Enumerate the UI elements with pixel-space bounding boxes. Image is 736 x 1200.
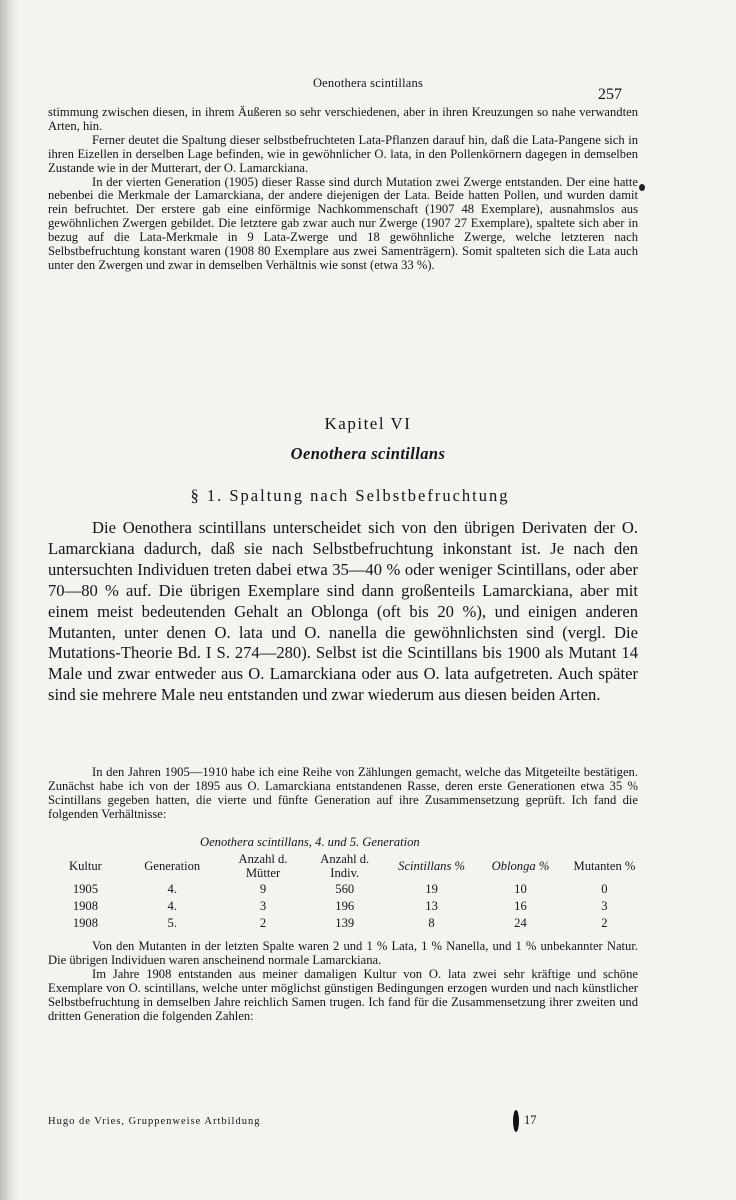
cell-oblonga: 10: [514, 881, 527, 896]
table-row: [48, 914, 646, 931]
top-paragraph-3: In der vierten Generation (1905) dieser Rasse sind durch Mutation zwei Zwerge entstanden. Der eine hatte nebenbei die Merkmale der Lamarckiana, der andere diejenigen der Lata. Beide hatten Pollen, und wurden damit rein befruchtet. Der erstere gab eine einförmige Nachkommenschaft (1907 48 Exemplare), ausnahmslos aus gewöhnlichen Zwergen gebildet. Die letztere gab zwar auch nur Zwerge (1907 27 Exemplare), spaltete sich aber in bezug auf die Lata-Merkmale in 9 Lata-Zwerge und 18 gewöhnliche Zwerge, welche letzteren nach Selbstbefruchtung konstant waren (1908 80 Exemplare aus zwei Samenträgern). Somit spalteten sich die Lata auch unter den Zwergen und zwar in demselben Verhältnis wie sonst (etwa 33 %).: [48, 174, 638, 272]
running-title: Oenothera scintillans: [312, 76, 424, 90]
col-header-individuals: Anzahl d. Indiv.: [320, 852, 370, 880]
cell-mutanten: 3: [601, 898, 608, 913]
cell-scintillans: 19: [425, 881, 438, 896]
table-row: [48, 897, 646, 914]
page-binding-edge: [0, 0, 18, 1200]
table-row: [48, 880, 646, 897]
col-header-oblonga: Oblonga %: [491, 859, 550, 873]
col-header-scintillans: Scintillans %: [398, 859, 465, 873]
chapter-title: Oenothera scintillans: [290, 444, 446, 463]
cell-scintillans: 13: [425, 898, 438, 913]
cell-mothers: 3: [259, 898, 267, 913]
section-heading: § 1. Spaltung nach Selbstbefruchtung: [190, 486, 510, 505]
cell-mutanten: 0: [601, 881, 608, 896]
cell-generation: 5.: [167, 915, 177, 930]
top-text-block: [48, 106, 638, 273]
top-paragraph-1: stimmung zwischen diesen, in ihrem Äußeren so sehr verschiedenen, aber in ihren Kreuzungen so nahe verwandten Arten, hin.: [48, 105, 638, 133]
cell-individuals: 139: [335, 915, 355, 930]
page-number: 257: [598, 86, 622, 103]
footer-author-title: Hugo de Vries, Gruppenweise Artbildung: [48, 1116, 261, 1127]
footer-signature: 17: [524, 1113, 537, 1127]
col-header-generation: Generation: [144, 859, 201, 873]
ink-speck: [639, 184, 645, 191]
cell-generation: 4.: [167, 898, 177, 913]
table-title: Oenothera scintillans, 4. und 5. Generation: [200, 835, 420, 849]
cell-individuals: 196: [335, 898, 355, 913]
intro-text-block: [48, 766, 638, 822]
bottom-paragraph-2: Im Jahre 1908 entstanden aus meiner damaligen Kultur von O. lata zwei sehr kräftige und schöne Exemplare von O. scintillans, welche unter möglichst günstigen Bedingungen erzogen wurden und nach künstlicher Selbstbefruchtung in demselben Jahre reichlich Samen trugen. Ich fand für die Zusammensetzung ihrer zweiten und dritten Generation die folgenden Zahlen:: [48, 966, 638, 1023]
cell-kultur: 1908: [72, 915, 99, 930]
chapter-number: Kapitel VI: [324, 414, 412, 433]
cell-oblonga: 24: [514, 915, 527, 930]
bottom-text-block: [48, 940, 638, 1023]
main-paragraph-2: In den Jahren 1905—1910 habe ich eine Reihe von Zählungen gemacht, welche das Mitgeteilte bestätigen. Zunächst habe ich von der 1895 aus O. Lamarckiana entstandenen Rasse, deren erste Generationen etwa 35 % Scintillans gegeben hatten, die vierte und fünfte Generation auf ihre Zusammensetzung geprüft. Ich fand die folgenden Verhältnisse:: [48, 765, 638, 821]
cell-generation: 4.: [167, 881, 177, 896]
cell-mutanten: 2: [601, 915, 608, 930]
top-paragraph-2: Ferner deutet die Spaltung dieser selbstbefruchteten Lata-Pflanzen darauf hin, daß die Lata-Pangene sich in ihren Eizellen in derselben Lage befinden, wie in gewöhnlicher O. lata, in den Pollenkörnern dagegen in demselben Zustande wie in der Mutterart, der O. Lamarckiana.: [48, 132, 638, 175]
cell-oblonga: 16: [514, 898, 527, 913]
cell-individuals: 560: [335, 881, 355, 896]
bottom-paragraph-1: Von den Mutanten in der letzten Spalte waren 2 und 1 % Lata, 1 % Nanella, und 1 % unbekannter Natur. Die übrigen Individuen waren anscheinend normale Lamarckiana.: [48, 939, 638, 967]
col-header-mothers: Anzahl d. Mütter: [238, 852, 288, 880]
col-header-kultur: Kultur: [68, 859, 102, 873]
col-header-mutanten: Mutanten %: [573, 859, 636, 873]
ink-blot: [513, 1110, 519, 1132]
table-header-row: [48, 852, 646, 880]
main-paragraph-1: Die Oenothera scintillans unterscheidet sich von den übrigen Derivaten der O. Lamarckiana dadurch, daß sie nach Selbstbefruchtung inkonstant ist. Je nach den untersuchten Individuen treten dabei etwa 35—40 % oder weniger Scintillans, oder aber 70—80 % auf. Die übrigen Exemplare sind dann großenteils Lamarckiana, aber mit einem meist bedeutenden Gehalt an Oblonga (oft bis 20 %), und einigen anderen Mutanten, unter denen O. lata und O. nanella die gewöhnlichsten sind (vergl. Die Mutations-Theorie Bd. I S. 274—280). Selbst ist die Scintillans bis 1900 als Mutant 14 Male und zwar entweder aus O. Lamarckiana oder aus O. lata aufgetreten. Auch später sind sie mehrere Male neu entstanden und zwar wiederum aus diesen beiden Arten.: [48, 518, 638, 705]
cell-kultur: 1908: [72, 898, 99, 913]
data-table: [48, 852, 646, 931]
cell-mothers: 2: [259, 915, 267, 930]
cell-kultur: 1905: [72, 881, 99, 896]
cell-mothers: 9: [259, 881, 267, 896]
cell-scintillans: 8: [428, 915, 435, 930]
main-text-block: [48, 518, 638, 706]
